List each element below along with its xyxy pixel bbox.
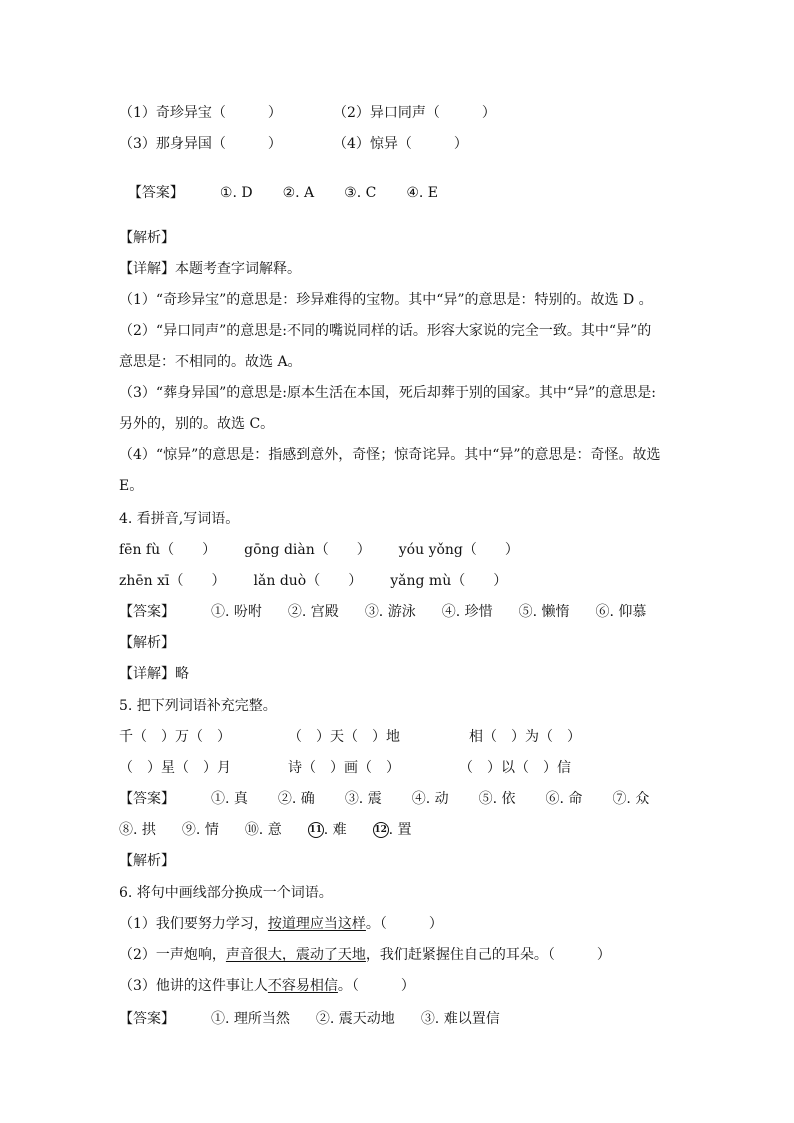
answer-item: ⑦. 众 <box>612 791 650 807</box>
q5-answer-row <box>119 790 649 808</box>
q4-answer-row <box>119 603 646 621</box>
answer-item: ②. 宫殿 <box>287 604 339 620</box>
sentence-text: （3）他讲的这件事让人 <box>119 978 268 994</box>
q4-analysis-label: 【解析】 <box>119 635 175 651</box>
answer-item: ①. 吩咐 <box>211 604 262 620</box>
underlined-phrase: 不容易相信 <box>267 978 338 994</box>
answer-label: 【答案】 <box>119 791 175 807</box>
circled-number: 11 <box>308 822 324 838</box>
q5-item: 千（ ）万（ ） <box>119 729 231 745</box>
answer-text: 意 <box>267 822 282 838</box>
q3-explain-line: （3）“葬身异国”的意思是:原本生活在本国，死后却葬于别的国家。其中“异”的意思是: <box>119 385 656 401</box>
q5-item: 相（ ）为（ ） <box>469 729 581 745</box>
answer-item: ①. 理所当然 <box>211 1011 290 1027</box>
q4-detail <box>119 665 189 683</box>
q6-sentence-1 <box>119 915 443 933</box>
pinyin-item: yóu yǒng（ ） <box>398 542 519 558</box>
pinyin-item: yǎng mù（ ） <box>390 573 508 589</box>
q3-item-1: （1）奇珍异宝（ ） <box>119 105 282 121</box>
answer-num: ⑧. <box>119 822 138 838</box>
answer-item: ④. E <box>406 185 438 201</box>
sentence-text: （2）一声炮响， <box>119 947 226 963</box>
pinyin-item: lǎn duò（ ） <box>253 573 363 589</box>
answer-label: 【答案】 <box>119 604 175 620</box>
answer-num: ⑩. <box>244 822 264 838</box>
answer-item: ⑤. 依 <box>478 791 516 807</box>
pinyin-item: zhēn xī（ ） <box>119 573 226 589</box>
q4-pinyin-row <box>119 541 519 559</box>
q3-item-2: （2）异口同声（ ） <box>333 105 496 121</box>
sentence-text: 。（ ） <box>337 978 415 994</box>
q5-item: （ ）以（ ）信 <box>459 760 571 776</box>
q3-explain-line: （2）“异口同声”的意思是:不同的嘴说同样的话。形容大家说的完全一致。其中“异”的 <box>119 323 652 339</box>
detail-label: 【详解】 <box>119 261 175 277</box>
q3-explain-line: （4）“惊异”的意思是：指感到意外，奇怪；惊奇诧异。其中“异”的意思是：奇怪。故选 <box>119 447 661 463</box>
answer-item: ③. 震 <box>344 791 382 807</box>
answer-item: ③. 游泳 <box>364 604 416 620</box>
q3-analysis-label: 【解析】 <box>119 230 175 246</box>
detail-text: 略 <box>175 666 189 682</box>
q5-item: （ ）星（ ）月 <box>119 760 231 776</box>
answer-item: ②. 确 <box>277 791 315 807</box>
q3-explain-line: E。 <box>119 478 144 494</box>
pinyin-item: fēn fù（ ） <box>119 542 217 558</box>
q5-answer-row-2: ⑧. 拱 ⑨. 情 ⑩. 意 11 . 难 12 . 置 <box>119 822 412 838</box>
answer-item: ⑤. 懒惰 <box>518 604 570 620</box>
circled-number: 12 <box>373 822 389 838</box>
answer-item: ④. 珍惜 <box>441 604 493 620</box>
detail-intro: 本题考查字词解释。 <box>175 261 301 277</box>
pinyin-item: gōng diàn（ ） <box>244 542 371 558</box>
q4-title: 4. 看拼音,写词语。 <box>119 511 240 527</box>
answer-text: 情 <box>204 822 219 838</box>
answer-item: ①. 真 <box>211 791 248 807</box>
answer-item: ③. 难以置信 <box>420 1011 500 1027</box>
underlined-phrase: 按道理应当这样 <box>267 916 366 932</box>
q3-explain-line: 意思是：不相同的。故选 A。 <box>119 354 302 370</box>
q5-item: 诗（ ）画（ ） <box>288 760 400 776</box>
q6-answer-row <box>119 1010 500 1028</box>
q5-title: 5. 把下列词语补充完整。 <box>119 698 277 714</box>
answer-item: ②. A <box>282 185 315 201</box>
answer-item: ④. 动 <box>411 791 449 807</box>
answer-text: 难 <box>332 822 347 838</box>
q3-item-4: （4）惊异（ ） <box>333 136 468 152</box>
q3-explain-line: （1）“奇珍异宝”的意思是：珍异难得的宝物。其中“异”的意思是：特别的。故选 D 。 <box>119 292 653 308</box>
q3-answer-row <box>119 166 438 202</box>
q4-pinyin-row <box>119 572 507 590</box>
answer-text: 置 <box>397 822 412 838</box>
answer-num: ⑨. <box>181 822 201 838</box>
detail-label: 【详解】 <box>119 666 175 682</box>
sentence-text: 。（ ） <box>365 916 443 932</box>
answer-label: 【答案】 <box>127 185 184 201</box>
q5-analysis-label: 【解析】 <box>119 853 175 869</box>
q6-title: 6. 将句中画线部分换成一个词语。 <box>119 885 333 901</box>
q5-item: （ ）天（ ）地 <box>288 729 400 745</box>
sentence-text: ，我们赶紧握住自己的耳朵。（ ） <box>365 947 611 963</box>
answer-text: 拱 <box>141 822 156 838</box>
q6-sentence-2 <box>119 946 611 964</box>
sentence-text: （1）我们要努力学习， <box>119 916 268 932</box>
q3-explain-line: 另外的，别的。故选 C。 <box>119 416 275 432</box>
answer-item: ③. C <box>344 185 377 201</box>
q3-detail <box>119 260 301 278</box>
answer-item: ⑥. 命 <box>545 791 583 807</box>
q6-sentence-3 <box>119 977 415 995</box>
answer-item: ②. 震天动地 <box>315 1011 395 1027</box>
underlined-phrase: 声音很大，震动了天地 <box>225 947 366 963</box>
answer-item: ⑥. 仰慕 <box>595 604 647 620</box>
answer-item: ①. D <box>219 185 253 201</box>
q3-item-3: （3）那身异国（ ） <box>119 136 282 152</box>
answer-label: 【答案】 <box>119 1011 175 1027</box>
